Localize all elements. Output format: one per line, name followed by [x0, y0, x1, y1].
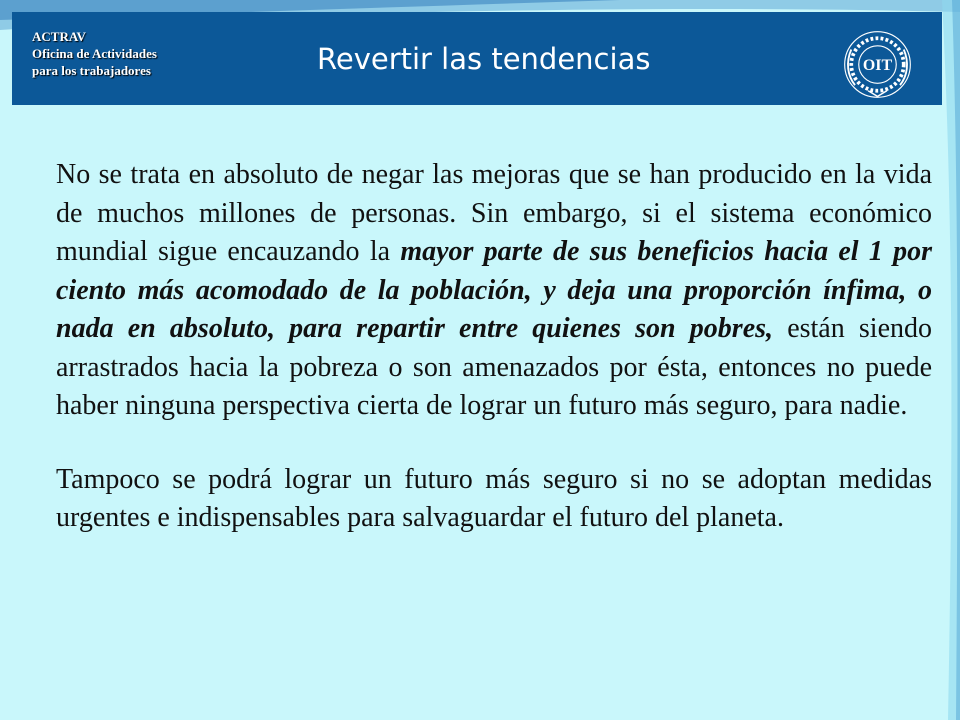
paragraph-1-intro: No se trata en absoluto de negar las mejoras que se han producido en la vida de muchos millones de personas. Sin embargo, si el sistema económico mundial sigue encauzando la — [56, 159, 932, 267]
org-acronym: ACTRAV — [32, 29, 86, 44]
paragraph-1-rest: están siendo arrastrados hacia la pobreza o son amenazados por ésta, entonces no puede haber ninguna perspectiva cierta de lograr un futuro más seguro, para nadie. — [56, 313, 932, 421]
slide-title: Revertir las tendencias — [317, 42, 651, 76]
oit-logo-icon — [840, 27, 915, 102]
org-name-line1: Oficina de Actividades — [32, 46, 157, 61]
org-label — [32, 28, 157, 79]
logo-text: OIT — [862, 57, 893, 75]
org-name-line2: para los trabajadores — [32, 63, 151, 78]
paragraph-2: Tampoco se podrá lograr un futuro más seguro si no se adoptan medidas urgentes e indispensables para salvaguardar el futuro del planeta. — [56, 463, 932, 533]
body-text — [56, 156, 932, 538]
paragraph-1-emphasis: mayor parte de sus beneficios hacia el 1 por ciento más acomodado de la población, y deja una proporción ínfima, o nada en absoluto, para repartir entre quienes son pobres, — [56, 236, 932, 344]
paragraph-1 — [56, 156, 932, 426]
header-bar — [12, 12, 942, 105]
